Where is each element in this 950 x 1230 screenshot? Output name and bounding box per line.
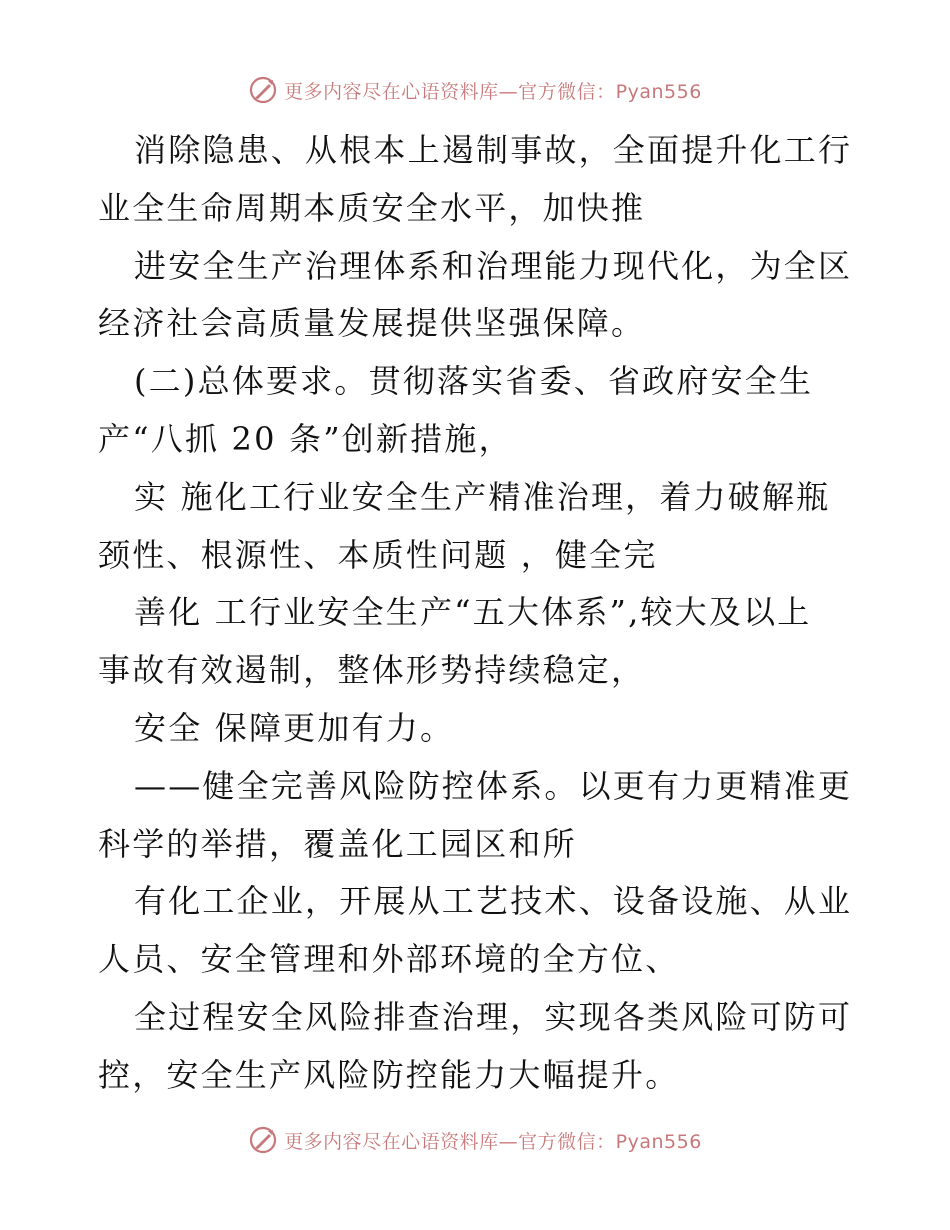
text-line: ——健全完善风险防控体系。以更有力更精准更 bbox=[134, 766, 853, 805]
text-line: 产“八抓 20 条”创新措施， bbox=[98, 419, 513, 458]
text-line: 实 施化工行业安全生产精准治理，着力破解瓶 bbox=[134, 477, 831, 516]
text-line: 安全 保障更加有力。 bbox=[134, 708, 455, 747]
text-line: 人员、安全管理和外部环境的全方位、 bbox=[98, 940, 680, 979]
footer-watermark bbox=[0, 1120, 950, 1160]
text-line: 有化工企业，开展从工艺技术、设备设施、从业 bbox=[134, 882, 853, 921]
text-line: 进安全生产治理体系和治理能力现代化，为全区 bbox=[134, 246, 853, 285]
watermark-text: 更多内容尽在心语资料库—官方微信：Pyan556 bbox=[284, 1130, 702, 1153]
text-line: 善化 工行业安全生产“五大体系”,较大及以上 bbox=[134, 593, 812, 632]
text-line: 事故有效遏制，整体形势持续稳定， bbox=[98, 651, 646, 690]
watermark-text: 更多内容尽在心语资料库—官方微信：Pyan556 bbox=[284, 80, 702, 103]
text-line: 科学的举措，覆盖化工园区和所 bbox=[98, 824, 577, 863]
feather-pen-logo-icon bbox=[248, 1125, 278, 1155]
section-heading-line: (二)总体要求。贯彻落实省委、省政府安全生 bbox=[134, 362, 814, 401]
text-line: 经济社会高质量发展提供坚强保障。 bbox=[98, 304, 646, 343]
feather-pen-logo-icon bbox=[248, 75, 278, 105]
text-line: 颈性、根源性、本质性问题 ，健全完 bbox=[98, 535, 658, 574]
document-body bbox=[98, 122, 858, 1105]
text-line: 全过程安全风险排查治理，实现各类风险可防可 bbox=[134, 997, 853, 1036]
text-line: 消除隐患、从根本上遏制事故，全面提升化工行 bbox=[134, 131, 853, 169]
header-watermark bbox=[0, 70, 950, 110]
text-line: 控，安全生产风险防控能力大幅提升。 bbox=[98, 1055, 680, 1094]
text-line: 业全生命周期本质安全水平，加快推 bbox=[98, 188, 646, 227]
